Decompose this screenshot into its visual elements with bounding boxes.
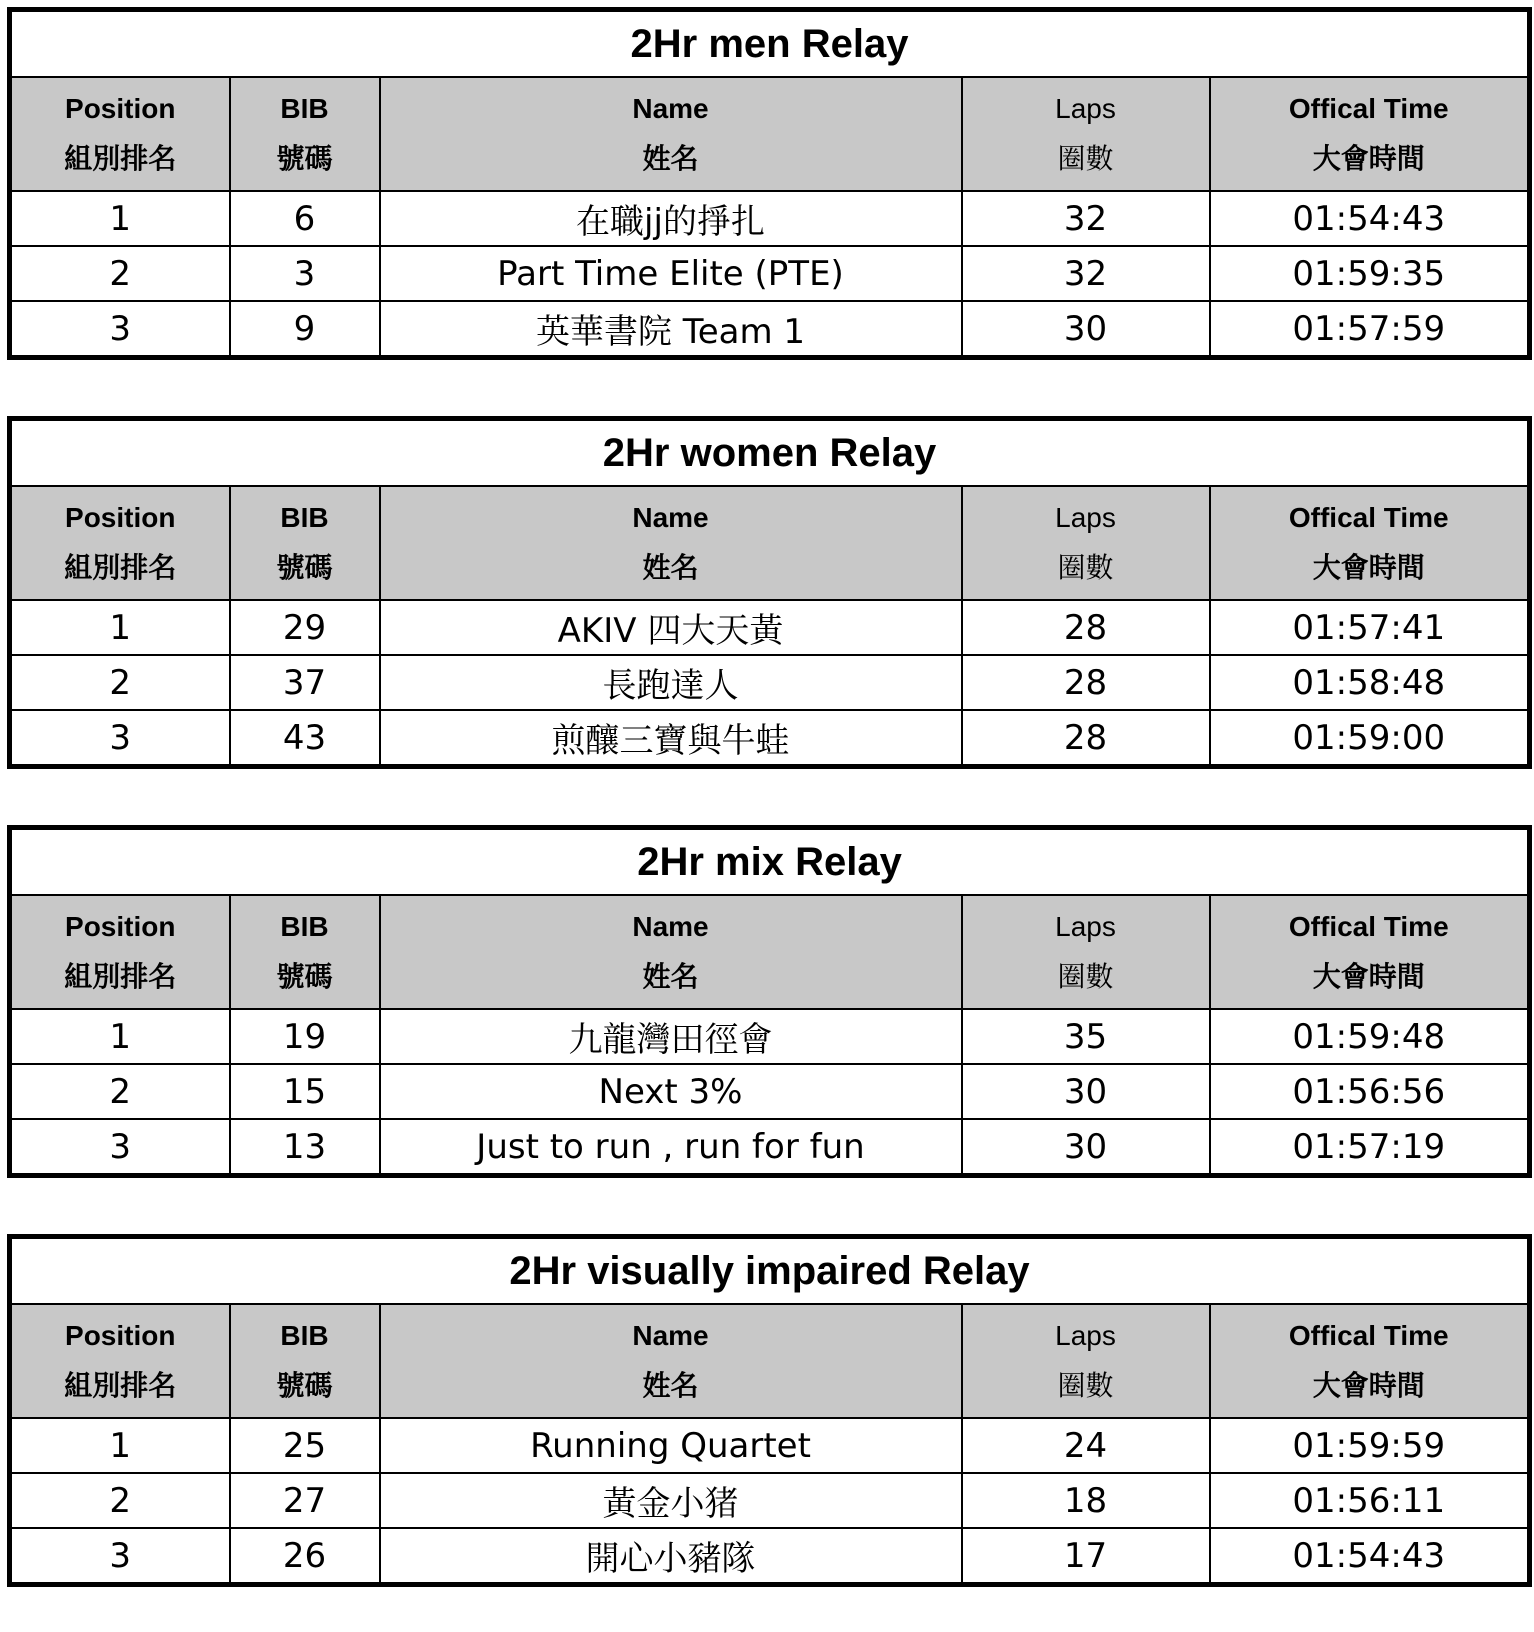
name-cell: Next 3%: [380, 1064, 962, 1119]
results-table-men: [7, 7, 1532, 360]
time-cell: 01:59:48: [1210, 1009, 1530, 1064]
bib-cell: 13: [230, 1119, 380, 1176]
name-cell: 長跑達人: [380, 655, 962, 710]
column-header-position: Position 組別排名: [10, 1304, 230, 1418]
position-cell: 2: [10, 1473, 230, 1528]
bib-cell: 6: [230, 191, 380, 246]
column-header-bib: BIB 號碼: [230, 77, 380, 191]
results-table-visually-impaired: [7, 1234, 1532, 1587]
time-cell: 01:57:59: [1210, 301, 1530, 358]
bib-cell: 3: [230, 246, 380, 301]
table-title: 2Hr visually impaired Relay: [10, 1237, 1530, 1305]
column-header-name: Name 姓名: [380, 486, 962, 600]
column-header-time: Offical Time 大會時間: [1210, 895, 1530, 1009]
column-header-position: Position 組別排名: [10, 895, 230, 1009]
position-cell: 3: [10, 1528, 230, 1585]
name-cell: Part Time Elite (PTE): [380, 246, 962, 301]
name-cell: AKIV 四大天黃: [380, 600, 962, 655]
laps-cell: 30: [962, 301, 1210, 358]
bib-cell: 15: [230, 1064, 380, 1119]
name-cell: 黃金小猪: [380, 1473, 962, 1528]
bib-cell: 29: [230, 600, 380, 655]
column-header-bib: BIB 號碼: [230, 486, 380, 600]
name-cell: 煎釀三寶與牛蛙: [380, 710, 962, 767]
column-header-position: Position 組別排名: [10, 77, 230, 191]
bib-cell: 9: [230, 301, 380, 358]
laps-cell: 17: [962, 1528, 1210, 1585]
table-row: [10, 600, 1530, 655]
column-header-time: Offical Time 大會時間: [1210, 486, 1530, 600]
name-cell: 九龍灣田徑會: [380, 1009, 962, 1064]
time-cell: 01:57:41: [1210, 600, 1530, 655]
column-header-time: Offical Time 大會時間: [1210, 77, 1530, 191]
laps-cell: 18: [962, 1473, 1210, 1528]
column-header-laps: Laps 圈數: [962, 486, 1210, 600]
column-header-laps: Laps 圈數: [962, 1304, 1210, 1418]
table-title: 2Hr men Relay: [10, 10, 1530, 78]
laps-cell: 28: [962, 710, 1210, 767]
position-cell: 2: [10, 1064, 230, 1119]
laps-cell: 24: [962, 1418, 1210, 1473]
position-cell: 1: [10, 1009, 230, 1064]
time-cell: 01:56:56: [1210, 1064, 1530, 1119]
table-row: [10, 246, 1530, 301]
column-header-bib: BIB 號碼: [230, 1304, 380, 1418]
column-header-name: Name 姓名: [380, 895, 962, 1009]
name-cell: Running Quartet: [380, 1418, 962, 1473]
position-cell: 3: [10, 710, 230, 767]
name-cell: 開心小豬隊: [380, 1528, 962, 1585]
results-table-women: [7, 416, 1532, 769]
position-cell: 1: [10, 191, 230, 246]
table-row: [10, 1064, 1530, 1119]
table-row: [10, 1418, 1530, 1473]
time-cell: 01:57:19: [1210, 1119, 1530, 1176]
laps-cell: 30: [962, 1064, 1210, 1119]
position-cell: 3: [10, 301, 230, 358]
column-header-name: Name 姓名: [380, 1304, 962, 1418]
position-cell: 2: [10, 246, 230, 301]
table-title: 2Hr mix Relay: [10, 828, 1530, 896]
table-row: [10, 1009, 1530, 1064]
time-cell: 01:59:35: [1210, 246, 1530, 301]
column-header-laps: Laps 圈數: [962, 895, 1210, 1009]
position-cell: 2: [10, 655, 230, 710]
time-cell: 01:54:43: [1210, 191, 1530, 246]
results-table-mix: [7, 825, 1532, 1178]
column-header-position: Position 組別排名: [10, 486, 230, 600]
laps-cell: 35: [962, 1009, 1210, 1064]
laps-cell: 28: [962, 600, 1210, 655]
time-cell: 01:59:00: [1210, 710, 1530, 767]
bib-cell: 25: [230, 1418, 380, 1473]
table-row: [10, 655, 1530, 710]
table-title: 2Hr women Relay: [10, 419, 1530, 487]
name-cell: 在職jj的掙扎: [380, 191, 962, 246]
bib-cell: 43: [230, 710, 380, 767]
position-cell: 3: [10, 1119, 230, 1176]
position-cell: 1: [10, 600, 230, 655]
table-row: [10, 191, 1530, 246]
table-row: [10, 1528, 1530, 1585]
time-cell: 01:58:48: [1210, 655, 1530, 710]
table-row: [10, 710, 1530, 767]
column-header-laps: Laps 圈數: [962, 77, 1210, 191]
position-cell: 1: [10, 1418, 230, 1473]
name-cell: 英華書院 Team 1: [380, 301, 962, 358]
table-row: [10, 301, 1530, 358]
column-header-time: Offical Time 大會時間: [1210, 1304, 1530, 1418]
laps-cell: 32: [962, 246, 1210, 301]
bib-cell: 26: [230, 1528, 380, 1585]
results-tables: [7, 7, 1527, 1587]
name-cell: Just to run , run for fun: [380, 1119, 962, 1176]
bib-cell: 27: [230, 1473, 380, 1528]
column-header-bib: BIB 號碼: [230, 895, 380, 1009]
table-row: [10, 1473, 1530, 1528]
laps-cell: 32: [962, 191, 1210, 246]
time-cell: 01:59:59: [1210, 1418, 1530, 1473]
laps-cell: 30: [962, 1119, 1210, 1176]
time-cell: 01:56:11: [1210, 1473, 1530, 1528]
time-cell: 01:54:43: [1210, 1528, 1530, 1585]
table-row: [10, 1119, 1530, 1176]
bib-cell: 37: [230, 655, 380, 710]
column-header-name: Name 姓名: [380, 77, 962, 191]
bib-cell: 19: [230, 1009, 380, 1064]
laps-cell: 28: [962, 655, 1210, 710]
